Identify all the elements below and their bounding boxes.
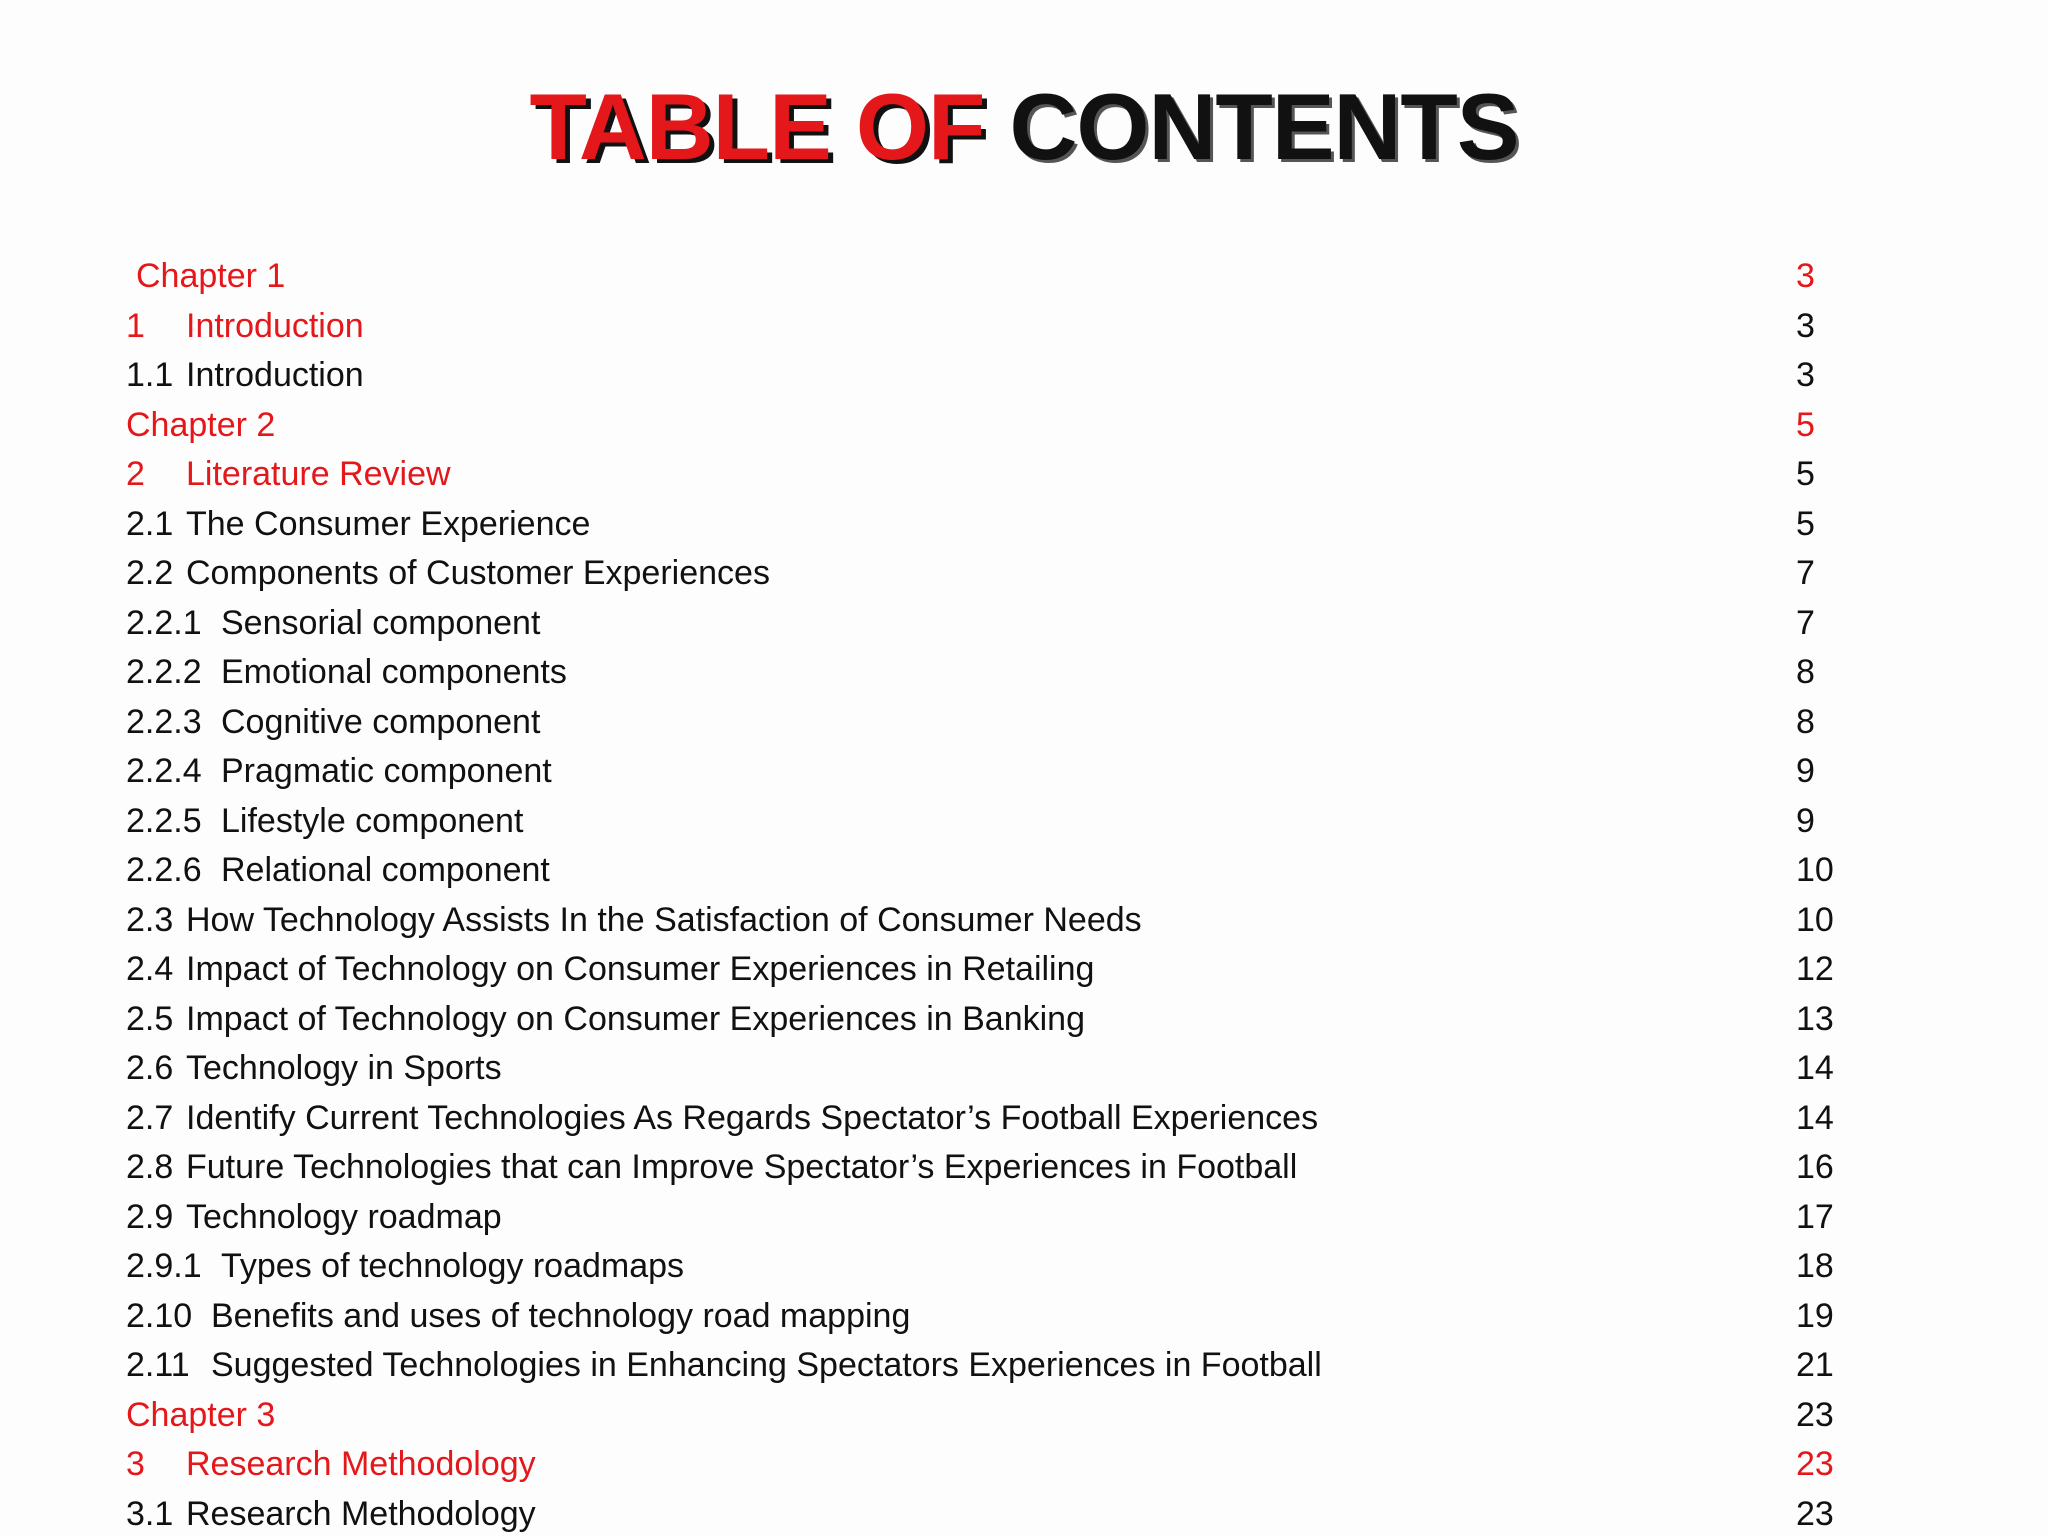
toc-entry[interactable] [0,1490,2048,1539]
toc-entry-number: 2.10 [126,1292,192,1342]
toc-entry-label: Technology roadmap [186,1193,502,1243]
title-part-red: TABLE OF [529,74,984,179]
toc-entry-number: 2.6 [126,1044,173,1094]
toc-entry[interactable] [0,1292,2048,1342]
toc-entry[interactable] [0,252,2048,302]
toc-entry-page-number: 5 [1796,500,1815,550]
toc-entry-number: 2.2.6 [126,846,202,896]
toc-entry-page-number: 23 [1796,1490,1834,1539]
toc-entry[interactable] [0,302,2048,352]
toc-entry-page-number: 21 [1796,1341,1834,1391]
toc-entry-number: 2.4 [126,945,173,995]
toc-entry-label: Literature Review [186,450,451,500]
title-part-black: CONTENTS [1010,74,1519,179]
toc-entry-page-number: 7 [1796,549,1815,599]
toc-entry[interactable] [0,698,2048,748]
toc-entry-page-number: 18 [1796,1242,1834,1292]
toc-entry-label: Identify Current Technologies As Regards Spectator’s Football Experiences [186,1094,1318,1144]
table-of-contents [0,252,2048,1539]
toc-entry-page-number: 10 [1796,846,1834,896]
toc-entry-label: Suggested Technologies in Enhancing Spectators Experiences in Football [211,1341,1322,1391]
toc-entry-label: Research Methodology [186,1440,536,1490]
toc-entry-page-number: 3 [1796,302,1815,352]
toc-entry-page-number: 17 [1796,1193,1834,1243]
toc-entry-label: Research Methodology [186,1490,536,1539]
toc-entry-label: Lifestyle component [221,797,523,847]
toc-entry[interactable] [0,1440,2048,1490]
toc-entry-label: Introduction [186,351,364,401]
toc-entry-label: Chapter 1 [136,252,285,302]
toc-entry[interactable] [0,747,2048,797]
toc-entry-page-number: 14 [1796,1094,1834,1144]
toc-entry-number: 2.9 [126,1193,173,1243]
toc-entry-page-number: 9 [1796,797,1815,847]
toc-entry-label: Benefits and uses of technology road mapping [211,1292,910,1342]
toc-entry[interactable] [0,1044,2048,1094]
toc-entry-number: 2.8 [126,1143,173,1193]
toc-entry-label: Technology in Sports [186,1044,502,1094]
toc-entry[interactable] [0,1094,2048,1144]
toc-entry-page-number: 10 [1796,896,1834,946]
toc-entry[interactable] [0,450,2048,500]
toc-entry-label: Cognitive component [221,698,540,748]
toc-entry-label: Future Technologies that can Improve Spectator’s Experiences in Football [186,1143,1297,1193]
toc-entry-page-number: 8 [1796,698,1815,748]
toc-entry-number: 2 [126,450,145,500]
toc-entry-page-number: 3 [1796,252,1815,302]
toc-entry-page-number: 9 [1796,747,1815,797]
toc-entry[interactable] [0,846,2048,896]
toc-entry-number: 2.1 [126,500,173,550]
toc-entry-number: 3.1 [126,1490,173,1539]
toc-entry-page-number: 19 [1796,1292,1834,1342]
toc-entry-label: Emotional components [221,648,567,698]
toc-entry-page-number: 12 [1796,945,1834,995]
toc-entry-number: 1.1 [126,351,173,401]
toc-entry[interactable] [0,896,2048,946]
toc-entry-label: How Technology Assists In the Satisfaction of Consumer Needs [186,896,1142,946]
toc-entry[interactable] [0,797,2048,847]
toc-entry-label: Chapter 3 [126,1391,275,1441]
toc-entry-number: 2.2.3 [126,698,202,748]
toc-entry-number: 2.3 [126,896,173,946]
toc-entry[interactable] [0,351,2048,401]
toc-entry[interactable] [0,1391,2048,1441]
page-title [0,72,2048,182]
toc-entry[interactable] [0,1143,2048,1193]
toc-entry-label: Sensorial component [221,599,540,649]
toc-entry-number: 2.11 [126,1341,190,1391]
toc-entry-number: 2.2.4 [126,747,202,797]
toc-entry-number: 2.2.1 [126,599,202,649]
toc-entry-label: Types of technology roadmaps [221,1242,684,1292]
toc-entry-page-number: 13 [1796,995,1834,1045]
toc-entry-page-number: 14 [1796,1044,1834,1094]
toc-entry[interactable] [0,549,2048,599]
toc-entry[interactable] [0,995,2048,1045]
toc-entry-number: 2.2.5 [126,797,202,847]
toc-entry-page-number: 5 [1796,450,1815,500]
toc-entry-page-number: 3 [1796,351,1815,401]
toc-entry[interactable] [0,1341,2048,1391]
toc-entry-label: Components of Customer Experiences [186,549,770,599]
toc-entry-label: Impact of Technology on Consumer Experiences in Banking [186,995,1085,1045]
toc-entry-number: 2.5 [126,995,173,1045]
toc-entry-number: 1 [126,302,145,352]
toc-entry[interactable] [0,1242,2048,1292]
toc-entry-page-number: 23 [1796,1391,1834,1441]
toc-entry-label: Introduction [186,302,364,352]
toc-entry-label: Impact of Technology on Consumer Experiences in Retailing [186,945,1094,995]
toc-entry-number: 3 [126,1440,145,1490]
toc-entry-label: Relational component [221,846,550,896]
toc-entry[interactable] [0,500,2048,550]
toc-entry[interactable] [0,945,2048,995]
toc-entry-number: 2.2 [126,549,173,599]
toc-entry[interactable] [0,401,2048,451]
toc-entry[interactable] [0,599,2048,649]
toc-entry-number: 2.2.2 [126,648,202,698]
toc-entry-label: The Consumer Experience [186,500,590,550]
toc-entry[interactable] [0,1193,2048,1243]
toc-entry-number: 2.9.1 [126,1242,202,1292]
toc-entry-page-number: 16 [1796,1143,1834,1193]
toc-entry-label: Chapter 2 [126,401,275,451]
toc-entry-page-number: 23 [1796,1440,1834,1490]
toc-entry[interactable] [0,648,2048,698]
toc-entry-label: Pragmatic component [221,747,552,797]
toc-entry-number: 2.7 [126,1094,173,1144]
toc-entry-page-number: 7 [1796,599,1815,649]
toc-entry-page-number: 8 [1796,648,1815,698]
toc-entry-page-number: 5 [1796,401,1815,451]
